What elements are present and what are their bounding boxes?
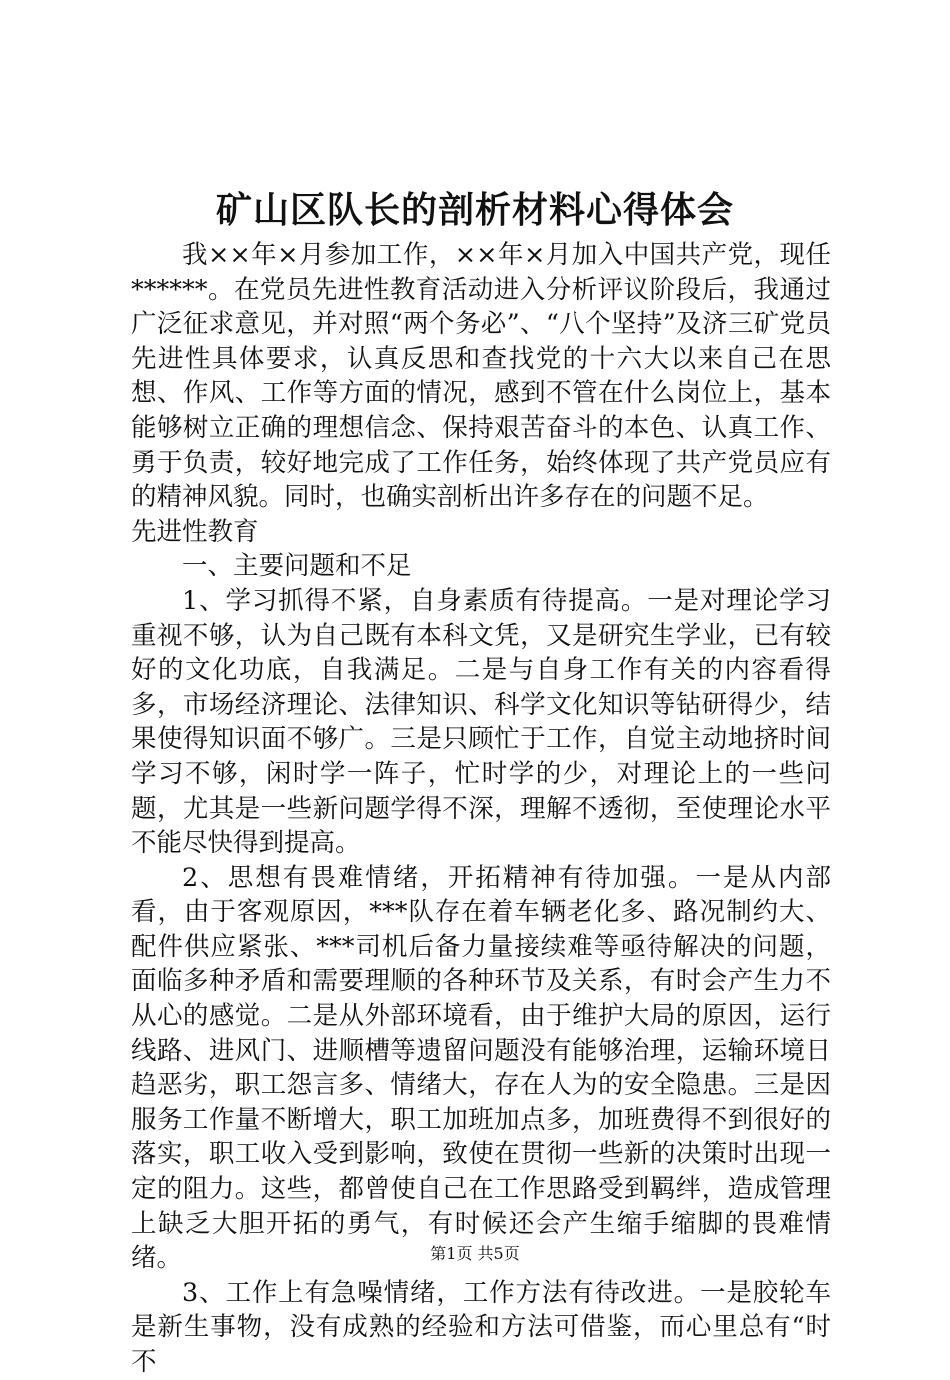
paragraph: 1、学习抓得不紧，自身素质有待提高。一是对理论学习重视不够，认为自己既有本科文凭，又是研究生学业，已有较好的文化功底，自我满足。二是与自身工作有关的内容看得多，市场经济理论、法律知识、科学文化知识等钻研得少，结果使得知识面不够广。三是只顾忙于工作，自觉主动地挤时间学习不够，闲时学一阵子，忙时学的少，对理论上的一些问题，尤其是一些新问题学得不深，理解不透彻，至使理论水平不能尽快得到提高。 [131, 585, 831, 859]
page-footer: 第1页 共5页 [430, 1244, 520, 1263]
section-heading: 一、主要问题和不足 [182, 551, 412, 582]
document-title: 矿山区队长的剖析材料心得体会 [215, 189, 734, 231]
paragraph: 先进性教育 [131, 516, 259, 547]
paragraph: 2、思想有畏难情绪，开拓精神有待加强。一是从内部看，由于客观原因，***队存在着车辆老化多、路况制约大、配件供应紧张、***司机后备力量接续难等亟待解决的问题，面临多种矛盾和需要理顺的各种环节及关系，有时会产生力不从心的感觉。二是从外部环境看，由于维护大局的原因，运行线路、进风门、进顺槽等遗留问题没有能够治理，运输环境日趋恶劣，职工怨言多、情绪大，存在人为的安全隐患。三是因服务工作量不断增大，职工加班加点多，加班费得不到很好的落实，职工收入受到影响，致使在贯彻一些新的决策时出现一定的阻力。这些，都曾使自己在工作思路受到羁绊，造成管理上缺乏大胆开拓的勇气，有时候还会产生缩手缩脚的畏难情绪。 [131, 862, 831, 1274]
document-body [131, 238, 831, 1380]
paragraph: 我××年×月参加工作，××年×月加入中国共产党，现任******。在党员先进性教育活动进入分析评议阶段后，我通过广泛征求意见，并对照“两个务必”、“八个坚持”及济三矿党员先进性具体要求，认真反思和查找党的十六大以来自己在思想、作风、工作等方面的情况，感到不管在什么岗位上，基本能够树立正确的理想信念、保持艰苦奋斗的本色、认真工作、勇于负责，较好地完成了工作任务，始终体现了共产党员应有的精神风貌。同时，也确实剖析出许多存在的问题不足。 [131, 240, 831, 513]
paragraph: 3、工作上有急噪情绪，工作方法有待改进。一是胶轮车是新生事物，没有成熟的经验和方法可借鉴，而心里总有“时不 [131, 1277, 831, 1377]
